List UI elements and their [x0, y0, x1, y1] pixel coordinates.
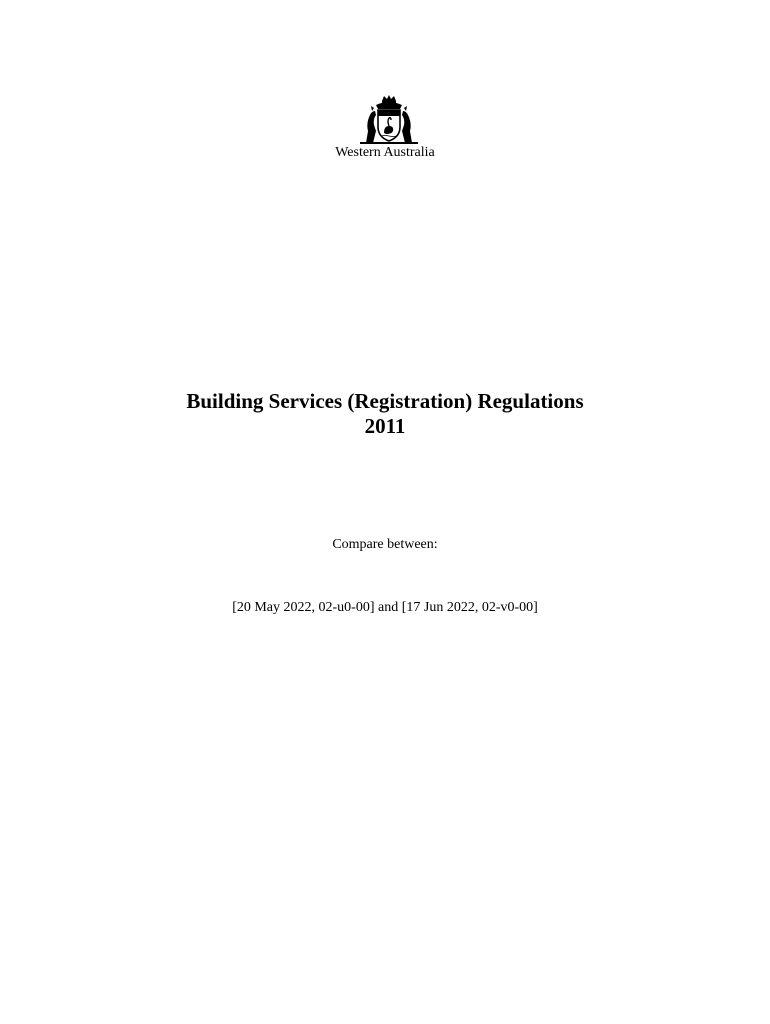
compare-versions: [20 May 2022, 02-u0-00] and [17 Jun 2022, 02-v0-00]	[232, 600, 538, 615]
document-title-year: 2011	[364, 414, 406, 438]
document-title	[150, 389, 620, 439]
jurisdiction-label: Western Australia	[335, 145, 435, 160]
document-title-line1: Building Services (Registration) Regulations	[186, 389, 584, 413]
compare-label: Compare between:	[332, 537, 438, 552]
coat-of-arms-icon	[356, 93, 422, 145]
